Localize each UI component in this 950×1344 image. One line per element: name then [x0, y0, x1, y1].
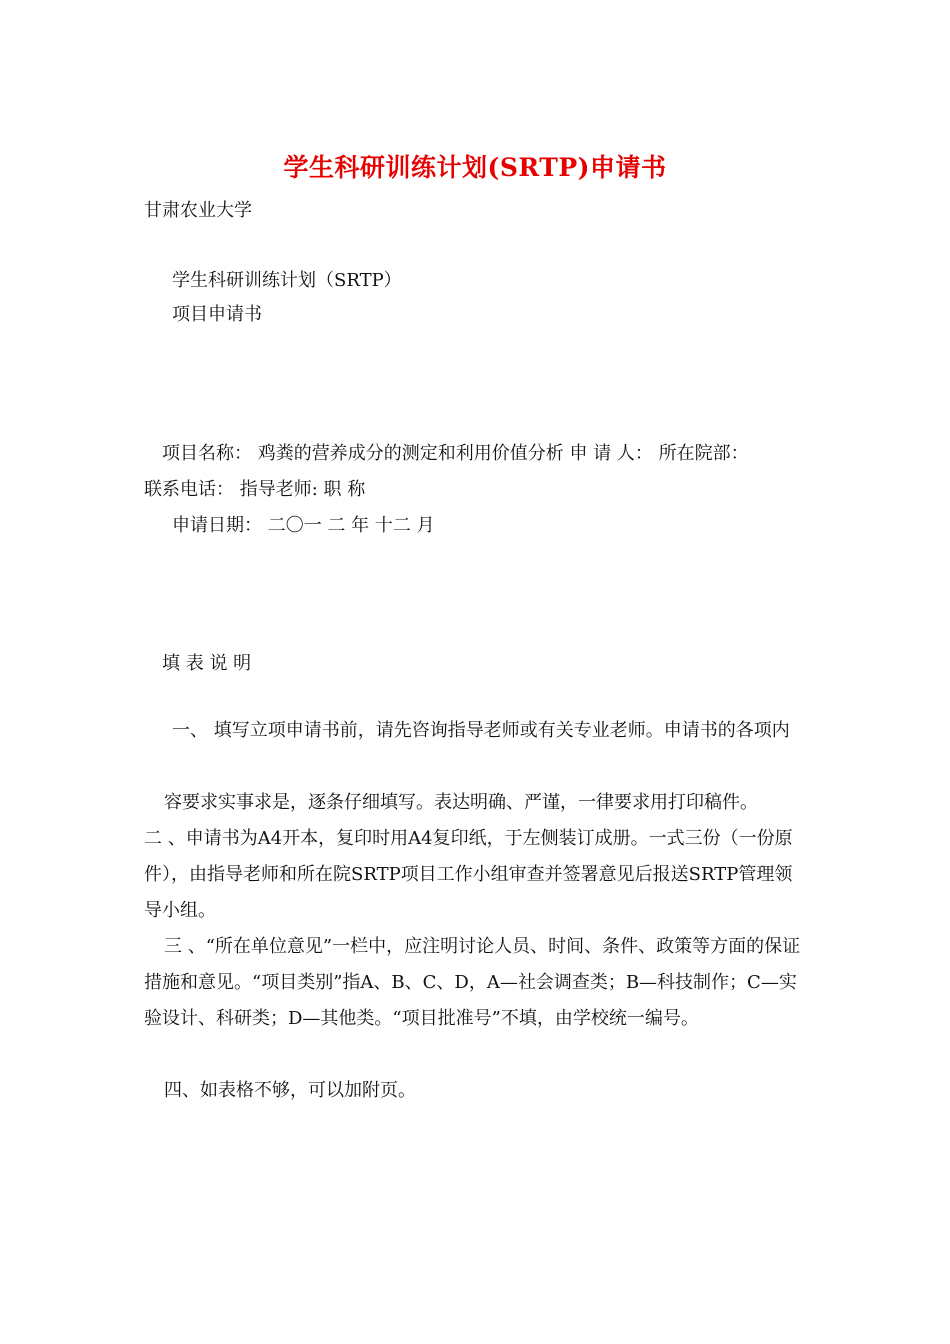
project-info-line-3: 申请日期： 二〇一 二 年 十二 月: [172, 515, 435, 536]
university-name: 甘肃农业大学: [144, 200, 252, 221]
project-info-line-2: 联系电话： 指导老师: 职 称: [144, 479, 366, 500]
document-title: 学生科研训练计划(SRTP)申请书: [283, 153, 667, 182]
subtitle-line-2: 项目申请书: [172, 304, 262, 325]
instruction-item-2: 二 、申请书为A4开本，复印时用A4复印纸，于左侧装订成册。一式三份（一份原件），由指导老师和所在院SRTP项目工作小组审查并签署意见后报送SRTP管理领导小组。: [144, 828, 793, 921]
instruction-item-1-part-1: 一、 填写立项申请书前，请先咨询指导老师或有关专业老师。申请书的各项内: [172, 720, 790, 741]
instruction-item-1-part-2: 容要求实事求是，逐条仔细填写。表达明确、严谨，一律要求用打印稿件。: [164, 792, 758, 813]
instruction-item-3: 三 、“所在单位意见”一栏中，应注明讨论人员、时间、条件、政策等方面的保证措施和意见。“项目类别”指A、B、C、D，A—社会调查类；B—科技制作；C—实验设计、科研类；D—其他类。“项目批准号”不填，由学校统一编号。: [144, 936, 801, 1029]
project-info-line-1: 项目名称： 鸡粪的营养成分的测定和利用价值分析 申 请 人： 所在院部：: [162, 443, 749, 464]
subtitle-line-1: 学生科研训练计划（SRTP）: [172, 270, 402, 291]
instruction-item-4: 四、如表格不够，可以加附页。: [164, 1080, 416, 1101]
instructions-heading: 填 表 说 明: [162, 653, 252, 674]
